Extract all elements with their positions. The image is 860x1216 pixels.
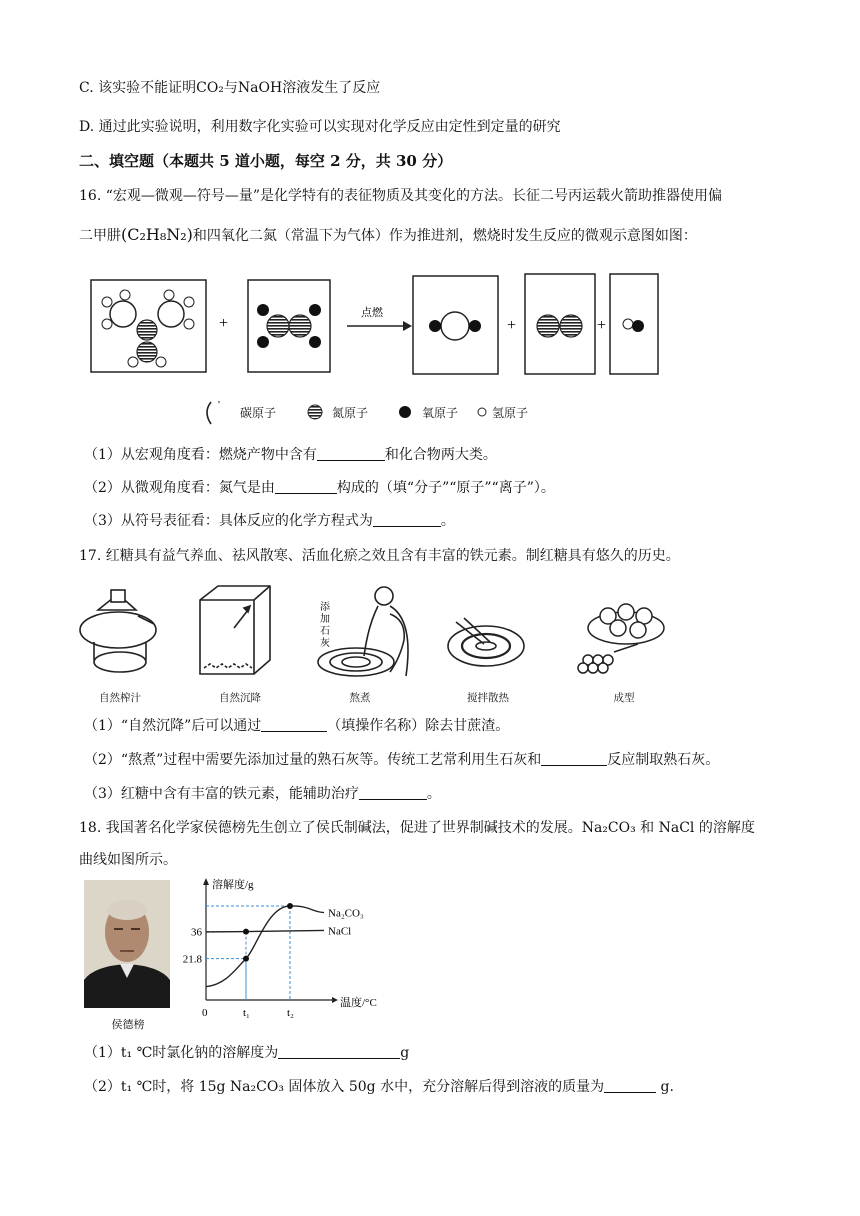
- press-drawing: [80, 590, 156, 672]
- legend-hydrogen: 氢原子: [492, 406, 529, 420]
- y-tick-label: 36: [191, 926, 202, 939]
- x-axis-arrow: [332, 997, 338, 1003]
- answer-blank[interactable]: [541, 751, 607, 766]
- legend-oxygen: 氧原子: [422, 406, 459, 420]
- y-axis-arrow: [203, 878, 209, 885]
- data-point: [287, 903, 293, 909]
- legend-nitrogen: 氮原子: [332, 406, 369, 420]
- step-label-2: 自然沉降: [219, 692, 261, 704]
- x-axis-label: 温度/°C: [340, 997, 377, 1009]
- plus-sign: +: [219, 315, 229, 332]
- data-point: [243, 956, 249, 962]
- legend-carbon: 碳原子: [240, 406, 277, 420]
- step-label-4: 搅拌散热: [467, 692, 509, 704]
- q17-part1: （1）“自然沉降”后可以通过 （填操作名称）除去甘蔗渣。: [84, 718, 510, 734]
- product-box-1: [413, 276, 498, 374]
- y-axis-label: 溶解度/g: [212, 879, 254, 891]
- plus-sign: +: [597, 317, 607, 334]
- arrow-label: 点燃: [361, 307, 383, 319]
- series-label: Na₂CO₃: [328, 907, 364, 920]
- q16-formula: (C₂H₈N₂): [121, 225, 193, 244]
- settling-drawing: [200, 586, 270, 674]
- svg-text:': ': [218, 399, 220, 411]
- q16-stem-b: 和四氧化二氮（常温下为气体）作为推进剂，燃烧时发生反应的微观示意图如图：: [192, 228, 697, 244]
- series-line: [206, 930, 324, 932]
- reaction-arrow: [347, 305, 412, 331]
- q16-stem-line2: [79, 225, 697, 246]
- x-tick-label: t₂: [287, 1007, 294, 1019]
- answer-blank[interactable]: [275, 479, 337, 494]
- side-text-2: 加: [320, 614, 330, 625]
- answer-blank[interactable]: [278, 1044, 400, 1059]
- option-d: D. 通过此实验说明，利用数字化实验可以实现对化学反应由定性到定量的研究: [79, 119, 561, 135]
- answer-blank[interactable]: [373, 512, 441, 527]
- q16-part3: （3）从符号表征看：具体反应的化学方程式为 。: [84, 513, 455, 529]
- step-label-3: 熬煮: [349, 692, 371, 704]
- step-label-1: 自然榨汁: [99, 692, 141, 704]
- step-label-5: 成型: [613, 692, 635, 704]
- molding-drawing: [578, 604, 664, 673]
- q17-part2: （2）“熬煮”过程中需要先添加过量的熟石灰等。传统工艺常利用生石灰和 反应制取熟石灰。: [84, 752, 720, 768]
- series-line: [206, 906, 324, 987]
- q16-stem-line1: 16. “宏观—微观—符号—量”是化学特有的表征物质及其变化的方法。长征二号丙运载火箭助推器使用偏: [79, 188, 723, 204]
- q16-stem-a: 二甲肼: [79, 228, 121, 244]
- answer-blank[interactable]: [604, 1078, 656, 1093]
- stirring-drawing: [448, 618, 524, 666]
- boiling-drawing: [318, 587, 408, 676]
- q16-part2: （2）从微观角度看：氮气是由 构成的（填“分子”“原子”“离子”）。: [84, 480, 555, 496]
- section-heading: 二、填空题（本题共 5 道小题，每空 2 分，共 30 分）: [79, 152, 453, 170]
- answer-blank[interactable]: [359, 785, 427, 800]
- q18-part1: （1）t₁ ℃时氯化钠的溶解度为 g: [84, 1045, 410, 1061]
- product-box-2: [525, 274, 595, 374]
- side-text-4: 灰: [320, 638, 330, 649]
- side-text-3: 石: [320, 626, 330, 637]
- product-box-3: [610, 274, 658, 374]
- series-label: NaCl: [328, 925, 352, 938]
- q18-part2: （2）t₁ ℃时，将 15g Na₂CO₃ 固体放入 50g 水中，充分溶解后得到溶液的质量为 g.: [84, 1079, 674, 1095]
- reactant-box-1: [91, 280, 206, 372]
- plus-sign: +: [507, 317, 517, 334]
- q17-part3: （3）红糖中含有丰富的铁元素，能辅助治疗 。: [84, 786, 441, 802]
- origin-label: 0: [202, 1007, 208, 1019]
- q18-stem-line2: 曲线如图所示。: [79, 852, 177, 868]
- answer-blank[interactable]: [261, 717, 327, 732]
- photo-caption: 侯德榜: [111, 1018, 145, 1031]
- solubility-chart: [182, 876, 382, 1024]
- brown-sugar-process-figure: [78, 580, 678, 688]
- reaction-diagram: [85, 268, 665, 428]
- q17-stem: 17. 红糖具有益气养血、祛风散寒、活血化瘀之效且含有丰富的铁元素。制红糖具有悠久的历史。: [79, 548, 680, 564]
- portrait-photo: [84, 880, 170, 1008]
- option-c: C. 该实验不能证明CO₂与NaOH溶液发生了反应: [79, 80, 381, 96]
- answer-blank[interactable]: [317, 446, 385, 461]
- reactant-box-2: [248, 280, 330, 372]
- x-tick-label: t₁: [243, 1007, 250, 1019]
- q18-stem-line1: 18. 我国著名化学家侯德榜先生创立了侯氏制碱法，促进了世界制碱技术的发展。Na₂CO₃ 和 NaCl 的溶解度: [79, 820, 755, 836]
- y-tick-label: 21.8: [182, 953, 202, 966]
- data-point: [243, 929, 249, 935]
- q16-part1: （1）从宏观角度看：燃烧产物中含有 和化合物两大类。: [84, 447, 497, 463]
- side-text-1: 添: [320, 602, 330, 613]
